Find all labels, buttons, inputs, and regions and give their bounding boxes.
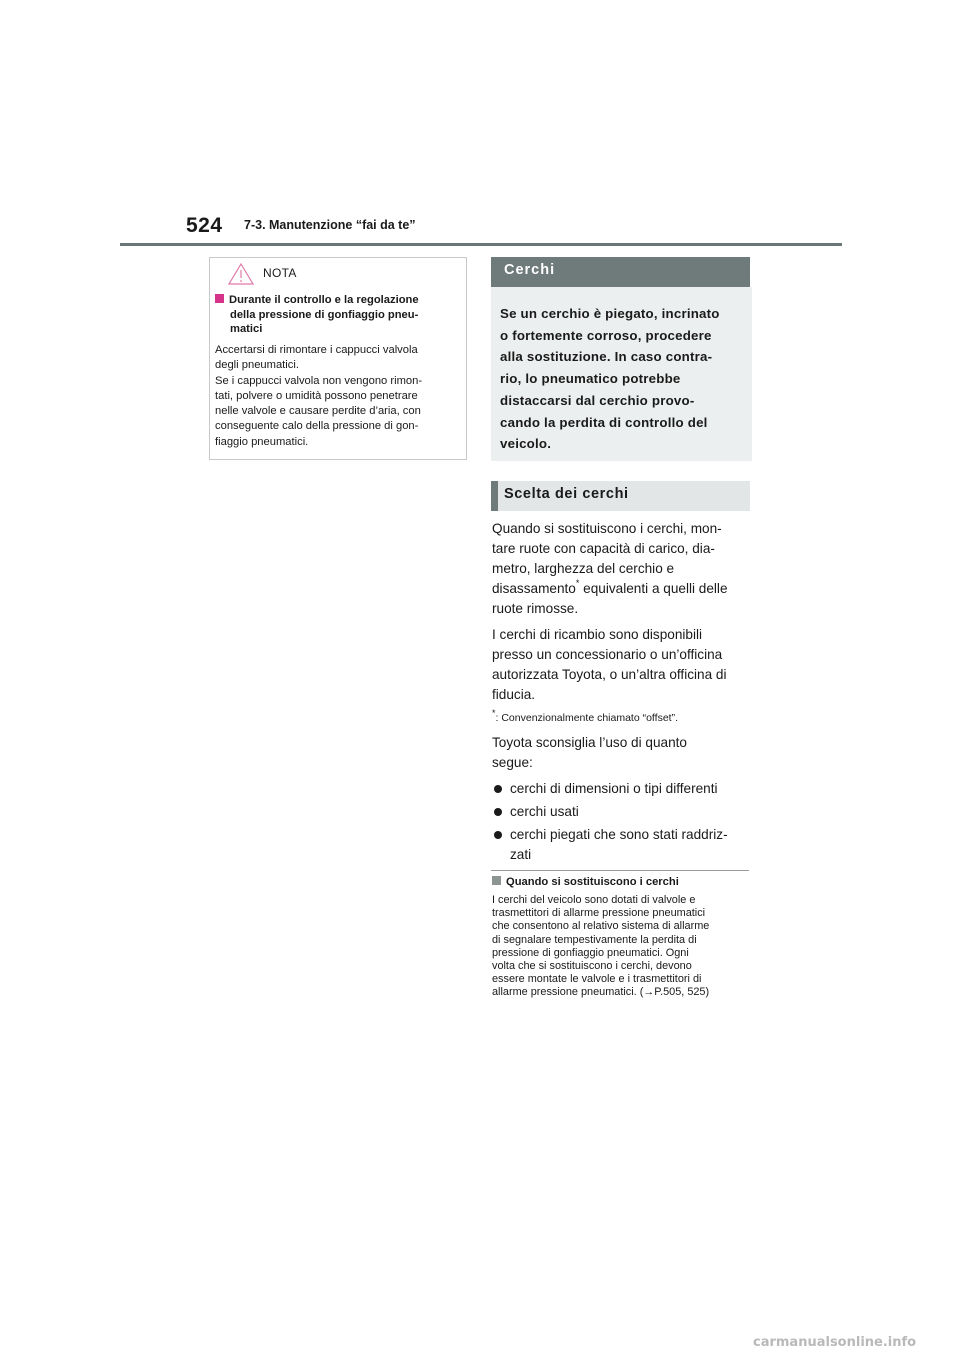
intro-line: Se un cerchio è piegato, incrinato <box>500 306 720 321</box>
body-line-rest: equivalenti a quelli delle <box>579 581 728 596</box>
footnote-mark: * <box>492 707 496 718</box>
footnote-ref: * <box>575 578 580 589</box>
list-item-text: cerchi usati <box>510 804 579 819</box>
nota-header <box>210 258 466 288</box>
body-line: ruote rimosse. <box>492 601 579 616</box>
sub-body-line: volta che si sostituiscono i cerchi, devono <box>492 960 692 973</box>
nota-heading-line-2: della pressione di gonfiaggio pneu- <box>230 308 419 321</box>
warning-icon <box>228 263 254 285</box>
nota-body <box>215 343 463 450</box>
header-rule <box>120 243 842 246</box>
nota-body-line: tati, polvere o umidità possono penetrare <box>215 389 418 402</box>
body-line: segue: <box>492 755 533 770</box>
scelta-paragraph-1 <box>492 519 754 619</box>
list-item-text: cerchi piegati che sono stati raddriz- <box>510 827 728 842</box>
bullet-dot-icon <box>494 831 502 839</box>
body-line: presso un concessionario o un’officina <box>492 647 723 662</box>
cerchi-heading: Cerchi <box>491 257 750 287</box>
sub-rule <box>491 870 749 871</box>
bullet-dot-icon <box>494 785 502 793</box>
bullet-dot-icon <box>494 808 502 816</box>
body-line: Quando si sostituiscono i cerchi, mon- <box>492 521 722 536</box>
nota-body-line: fiaggio pneumatici. <box>215 435 309 448</box>
sub-heading <box>492 876 679 888</box>
bullet-list <box>492 779 754 865</box>
body-line: tare ruote con capacità di carico, dia- <box>492 541 715 556</box>
nota-heading <box>215 293 460 337</box>
nota-body-line: conseguente calo della pressione di gon- <box>215 420 419 433</box>
sub-body <box>492 894 754 1000</box>
list-item <box>492 825 754 865</box>
body-line: fiducia. <box>492 687 536 702</box>
scelta-paragraph-3 <box>492 733 754 773</box>
nota-heading-line-1: Durante il controllo e la regolazione <box>229 294 419 306</box>
nota-body-line: Se i cappucci valvola non vengono rimon- <box>215 374 423 387</box>
disassamento-word: disassamento <box>492 581 576 596</box>
sub-body-line: trasmettitori di allarme pressione pneumatici <box>492 907 706 920</box>
sub-heading-text: Quando si sostituiscono i cerchi <box>506 876 679 888</box>
sub-body-line: essere montate le valvole e i trasmettitori di <box>492 973 702 986</box>
intro-line: o fortemente corroso, procedere <box>500 327 712 343</box>
intro-line: alla sostituzione. In caso contra- <box>500 349 713 365</box>
intro-line: distaccarsi dal cerchio provo- <box>500 392 695 408</box>
sub-body-line: di segnalare tempestivamente la perdita di <box>492 933 697 946</box>
watermark: carmanualsonline.info <box>753 1335 917 1350</box>
nota-heading-line-3: matici <box>230 323 263 335</box>
list-item <box>492 802 754 822</box>
intro-line: rio, lo pneumatico potrebbe <box>500 371 681 387</box>
intro-line: cando la perdita di controllo del <box>500 414 708 430</box>
cerchi-intro <box>491 287 752 461</box>
body-line: metro, larghezza del cerchio e <box>492 561 675 576</box>
intro-line: veicolo. <box>500 436 552 452</box>
body-line: I cerchi di ricambio sono disponibili <box>492 627 703 642</box>
sub-body-line: I cerchi del veicolo sono dotati di valvole e <box>492 894 696 906</box>
nota-box <box>209 257 467 460</box>
body-line: autorizzata Toyota, o un’altra officina di <box>492 667 727 682</box>
sub-body-line: pressione di gonfiaggio pneumatici. Ogni <box>492 946 689 959</box>
nota-label: NOTA <box>263 266 297 280</box>
square-bullet-icon <box>215 294 224 303</box>
page-number: 524 <box>186 214 223 237</box>
nota-body-line: Accertarsi di rimontare i cappucci valvola <box>215 344 418 356</box>
body-line: Toyota sconsiglia l’uso di quanto <box>492 735 687 750</box>
list-item <box>492 779 754 799</box>
sub-body-line: allarme pressione pneumatici. (→P.505, 525) <box>492 986 710 999</box>
section-title: 7-3. Manutenzione “fai da te” <box>244 218 416 232</box>
scelta-body <box>492 519 754 868</box>
list-item-text: zati <box>510 847 532 862</box>
list-item-text: cerchi di dimensioni o tipi differenti <box>510 781 718 796</box>
square-bullet-icon <box>492 876 501 885</box>
body-line <box>492 579 754 599</box>
footnote-text: : Convenzionalmente chiamato “offset”. <box>495 712 678 724</box>
nota-body-line: nelle valvole e causare perdite d’aria, con <box>215 405 421 418</box>
nota-body-line: degli pneumatici. <box>215 359 299 372</box>
scelta-heading: Scelta dei cerchi <box>491 481 750 511</box>
scelta-paragraph-2 <box>492 625 754 705</box>
footnote <box>492 707 754 725</box>
sub-body-line: che consentono al relativo sistema di allarme <box>492 920 710 933</box>
